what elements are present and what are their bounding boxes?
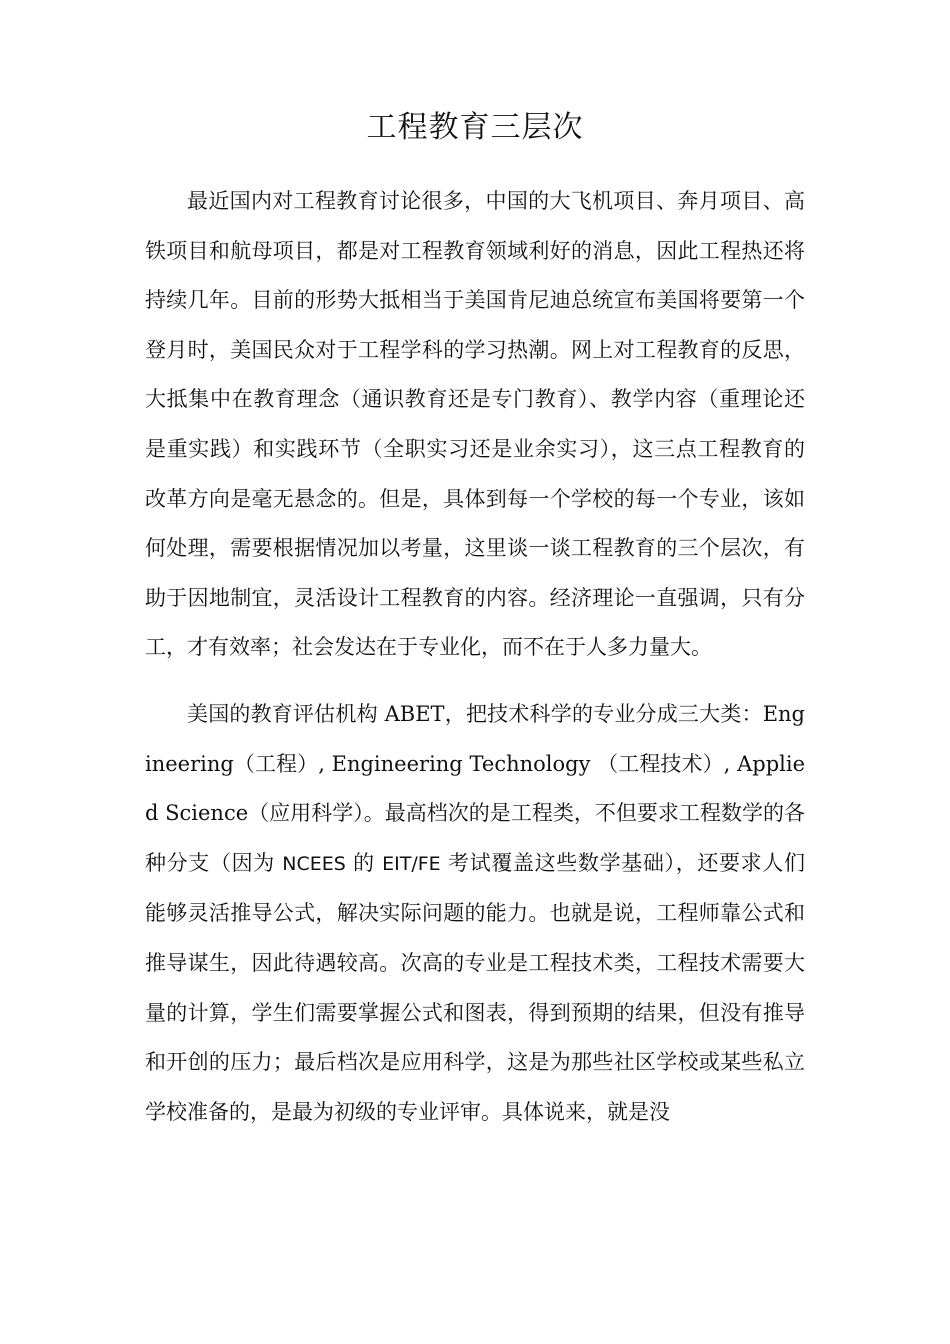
- paragraph-text: 美国的教育评估机构 ABET，把技术科学的专业分成三大类：Engineering（工程）, Engineering Technology （工程技术）, Applied Science（应用科学）。最高档次的是工程类，不但要求工程数学的各种分支（因为: [145, 701, 805, 875]
- paragraph-intro: [145, 177, 805, 673]
- document-title: 工程教育三层次: [366, 110, 584, 145]
- paragraph-text: 最近国内对工程教育讨论很多，中国的大飞机项目、奔月项目、高铁项目和航母项目，都是对工程教育领域利好的消息，因此工程热还将持续几年。目前的形势大抵相当于美国肯尼迪总统宣布美国将要第一个登月时，美国民众对于工程学科的学习热潮。网上对工程教育的反思，大抵集中在教育理念（通识教育还是专门教育）、教学内容（重理论还是重实践）和实践环节（全职实习还是业余实习），这三点工程教育的改革方向是毫无悬念的。但是，具体到每一个学校的每一个专业，该如何处理，需要根据情况加以考量，这里谈一谈工程教育的三个层次，有助于因地制宜，灵活设计工程教育的内容。经济理论一直强调，只有分工，才有效率；社会发达在于专业化，而不在于人多力量大。: [145, 189, 805, 660]
- eit-fe-term: EIT/FE: [382, 852, 441, 875]
- paragraph-abet: [145, 690, 805, 1137]
- paragraph-text: 的: [345, 850, 383, 875]
- ncees-term: NCEES: [282, 852, 346, 875]
- document-body: [145, 177, 805, 1137]
- paragraph-text: 考试覆盖这些数学基础），还要求人们能够灵活推导公式，解决实际问题的能力。也就是说，工程师靠公式和推导谋生，因此待遇较高。次高的专业是工程技术类，工程技术需要大量的计算，学生们需要掌握公式和图表，得到预期的结果，但没有推导和开创的压力；最后档次是应用科学，这是为那些社区学校或某些私立学校准备的，是最为初级的专业评审。具体说来，就是没: [145, 850, 805, 1124]
